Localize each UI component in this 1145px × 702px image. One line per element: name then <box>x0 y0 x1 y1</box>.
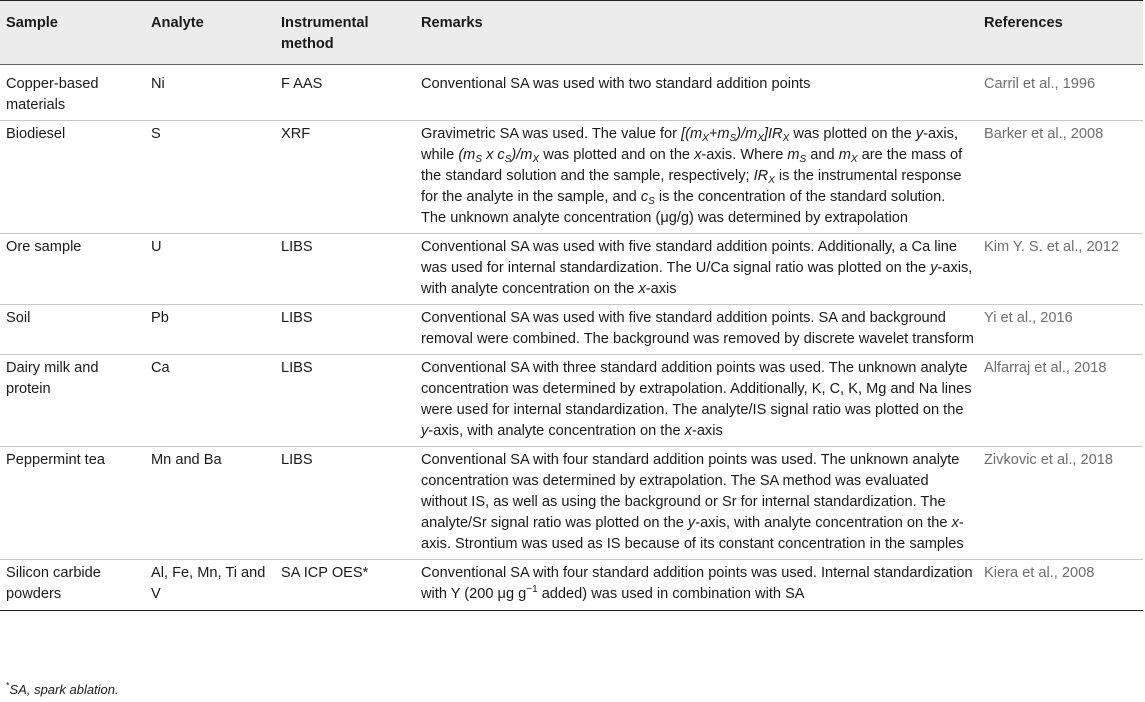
cell-sample: Dairy milk and protein <box>0 355 145 447</box>
header-method-label: Instrumental method <box>281 15 369 52</box>
table-footnote <box>6 682 119 698</box>
cell-analyte: Ni <box>145 65 275 121</box>
cell-reference[interactable]: Yi et al., 2016 <box>978 305 1143 355</box>
cell-remarks: Conventional SA with three standard addition points was used. The unknown analyte concentration was determined by extrapolation. Additionally, K, C, K, Mg and Na lines were used for internal standardization. The analyte/IS signal ratio was plotted on the y-axis, with analyte concentration on the x-axis <box>415 355 978 447</box>
cell-reference[interactable]: Alfarraj et al., 2018 <box>978 355 1143 447</box>
table-row <box>0 121 1143 234</box>
table-row <box>0 355 1143 447</box>
cell-analyte: U <box>145 234 275 305</box>
footnote-text: SA, spark ablation. <box>9 682 119 697</box>
cell-remarks: Conventional SA with four standard addition points was used. Internal standardization with Y (200 μg $g^{-1}$ added) was used in combination with SA <box>415 560 978 611</box>
table-row <box>0 447 1143 560</box>
footnote-marker: * <box>6 680 10 691</box>
cell-sample: Peppermint tea <box>0 447 145 560</box>
cell-sample: Copper-based materials <box>0 65 145 121</box>
cell-reference[interactable]: Carril et al., 1996 <box>978 65 1143 121</box>
cell-method: LIBS <box>275 355 415 447</box>
table-row <box>0 305 1143 355</box>
cell-remarks: Conventional SA was used with five standard addition points. SA and background removal were combined. The background was removed by discrete wavelet transform <box>415 305 978 355</box>
header-references: References <box>978 1 1143 65</box>
cell-analyte: Al, Fe, Mn, Ti and V <box>145 560 275 611</box>
cell-analyte: S <box>145 121 275 234</box>
cell-sample: Soil <box>0 305 145 355</box>
header-method <box>275 1 415 65</box>
table-row <box>0 65 1143 121</box>
cell-sample: Ore sample <box>0 234 145 305</box>
cell-remarks: Conventional SA with four standard addition points was used. The unknown analyte concentration was determined by extrapolation. The SA method was evaluated without IS, as well as using the background or Sr for internal standardization. The analyte/Sr signal ratio was plotted on the y-axis, with analyte concentration on the x-axis. Strontium was used as IS because of its constant concentration in the samples <box>415 447 978 560</box>
cell-reference[interactable]: Barker et al., 2008 <box>978 121 1143 234</box>
cell-method: LIBS <box>275 234 415 305</box>
cell-reference[interactable]: Kiera et al., 2008 <box>978 560 1143 611</box>
table-row <box>0 560 1143 611</box>
cell-reference[interactable]: Kim Y. S. et al., 2012 <box>978 234 1143 305</box>
cell-method: LIBS <box>275 305 415 355</box>
cell-remarks: Conventional SA was used with two standard addition points <box>415 65 978 121</box>
table-row <box>0 234 1143 305</box>
cell-analyte: Ca <box>145 355 275 447</box>
cell-sample: Silicon carbide powders <box>0 560 145 611</box>
cell-method: LIBS <box>275 447 415 560</box>
cell-method: SA ICP OES* <box>275 560 415 611</box>
cell-reference[interactable]: Zivkovic et al., 2018 <box>978 447 1143 560</box>
cell-sample: Biodiesel <box>0 121 145 234</box>
cell-remarks: Conventional SA was used with five standard addition points. Additionally, a Ca line was used for internal standardization. The U/Ca signal ratio was plotted on the y-axis, with analyte concentration on the x-axis <box>415 234 978 305</box>
header-row <box>0 1 1143 65</box>
cell-method: XRF <box>275 121 415 234</box>
header-remarks: Remarks <box>415 1 978 65</box>
header-analyte: Analyte <box>145 1 275 65</box>
header-sample: Sample <box>0 1 145 65</box>
cell-remarks: Gravimetric SA was used. The value for $[(m_X+m_S)/m_X]IR_X$ was plotted on the y-axis, while ($m_S$ x $c_S)/m_X$ was plotted and on the x-axis. Where $m_S$ and $m_X$ are the mass of the standard solution and the sample, respectively; $IR_X$ is the instrumental response for the analyte in the sample, and $c_S$ is the concentration of the standard solution. The unknown analyte concentration (μg/g) was determined by extrapolation <box>415 121 978 234</box>
cell-method: F AAS <box>275 65 415 121</box>
cell-analyte: Mn and Ba <box>145 447 275 560</box>
cell-analyte: Pb <box>145 305 275 355</box>
